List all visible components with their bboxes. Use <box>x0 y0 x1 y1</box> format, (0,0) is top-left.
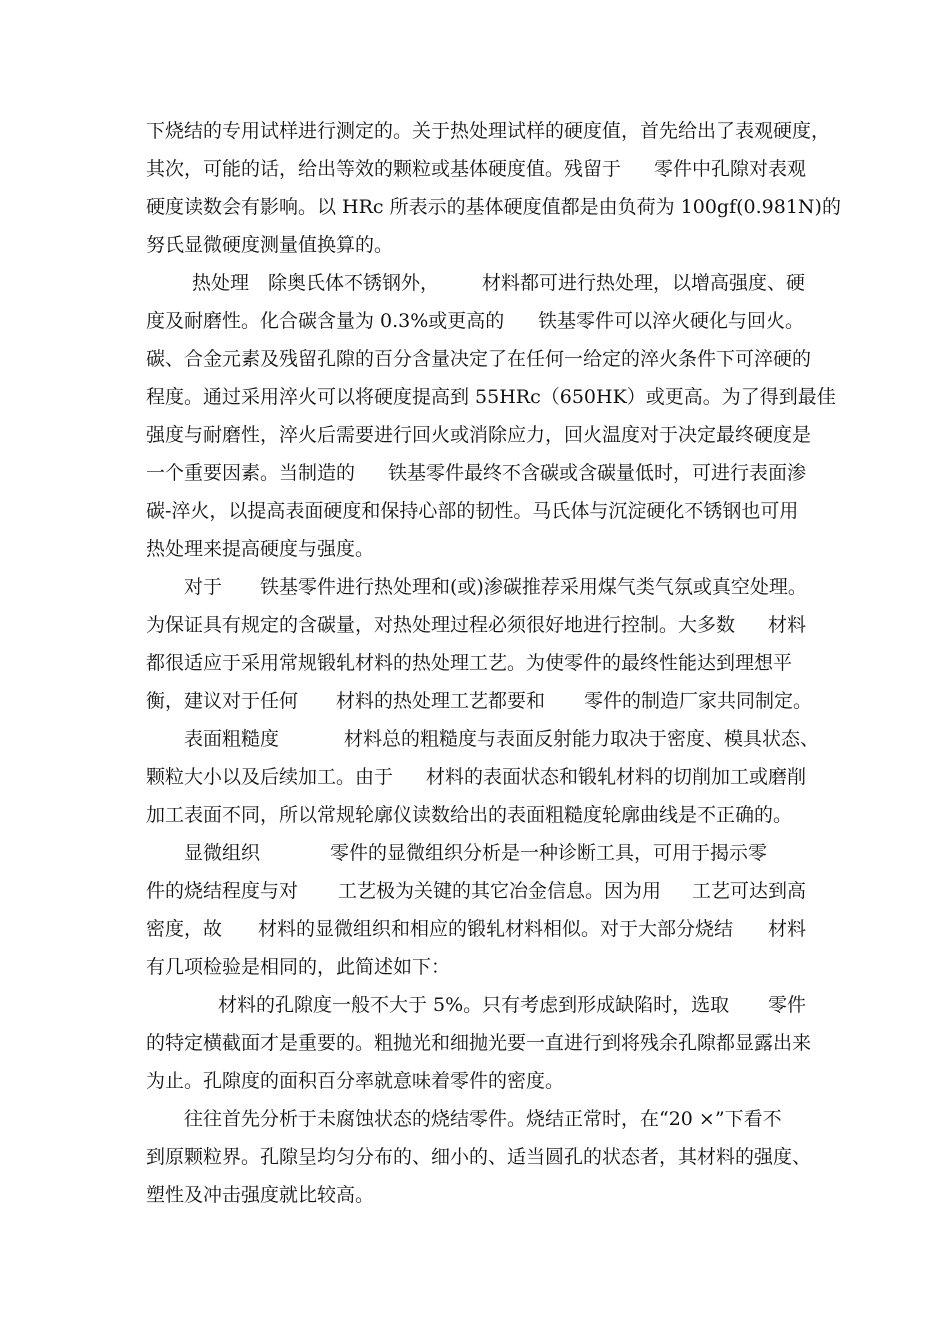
text-segment: 衡，建议对于任何 <box>146 690 299 712</box>
section-heading: 热处理 <box>192 272 250 294</box>
text-segment: 一个重要因素。当制造的 <box>146 462 356 484</box>
text-segment: 下烧结的专用试样进行测定的。关于热处理试样的硬度值，首先给出了表观硬度， <box>146 120 831 142</box>
text-line <box>0 1100 950 1138</box>
text-segment: 努氏显微硬度测量值换算的。 <box>146 234 394 256</box>
text-line <box>0 606 950 644</box>
text-segment: 对于 <box>184 576 223 598</box>
text-segment: 工艺可达到高 <box>692 880 807 902</box>
text-line <box>0 454 950 492</box>
text-segment: 零件 <box>768 994 807 1016</box>
text-segment: 除奥氏体不锈钢外， <box>268 272 440 294</box>
text-segment: 碳、合金元素及残留孔隙的百分含量决定了在任何一给定的淬火条件下可淬硬的 <box>146 348 812 370</box>
text-segment: 程度。通过采用淬火可以将硬度提高到 55HRc（650HK）或更高。为了得到最佳 <box>146 386 836 408</box>
text-segment: 材料的表面状态和锻轧材料的切削加工或磨削 <box>426 766 807 788</box>
text-line <box>0 758 950 796</box>
text-segment: 密度，故 <box>146 918 223 940</box>
text-line <box>0 530 950 568</box>
text-segment: 零件的显微组织分析是一种诊断工具，可用于揭示零 <box>330 842 768 864</box>
text-segment: 材料 <box>768 918 807 940</box>
text-segment: 件的烧结程度与对 <box>146 880 299 902</box>
text-line <box>0 872 950 910</box>
text-segment: 往往首先分析于未腐蚀状态的烧结零件。烧结正常时，在“20 ×”下看不 <box>184 1108 782 1130</box>
text-line <box>0 150 950 188</box>
text-line <box>0 492 950 530</box>
text-line <box>0 1024 950 1062</box>
text-segment: 的特定横截面才是重要的。粗抛光和细抛光要一直进行到将残余孔隙都显露出来 <box>146 1032 812 1054</box>
text-segment: 为保证具有规定的含碳量，对热处理过程必须很好地进行控制。大多数 <box>146 614 736 636</box>
text-segment: 塑性及冲击强度就比较高。 <box>146 1184 375 1206</box>
text-line <box>0 1138 950 1176</box>
text-line <box>0 188 950 226</box>
text-line <box>0 682 950 720</box>
text-line <box>0 720 950 758</box>
text-segment: 为止。孔隙度的面积百分率就意味着零件的密度。 <box>146 1070 565 1092</box>
text-line <box>0 568 950 606</box>
text-segment: 都很适应于采用常规锻轧材料的热处理工艺。为使零件的最终性能达到理想平 <box>146 652 793 674</box>
text-segment: 硬度读数会有影响。以 HRc 所表示的基体硬度值都是由负荷为 100gf(0.981N)的 <box>146 196 841 218</box>
text-segment: 材料 <box>768 614 807 636</box>
text-line <box>0 302 950 340</box>
text-segment: 铁基零件进行热处理和(或)渗碳推荐采用煤气类气氛或真空处理。 <box>260 576 807 598</box>
text-line <box>0 910 950 948</box>
text-segment: 度及耐磨性。化合碳含量为 0.3%或更高的 <box>146 310 505 332</box>
text-segment: 铁基零件最终不含碳或含碳量低时，可进行表面渗 <box>388 462 807 484</box>
text-segment: 加工表面不同，所以常规轮廓仪读数给出的表面粗糙度轮廓曲线是不正确的。 <box>146 804 793 826</box>
text-line <box>0 986 950 1024</box>
text-segment: 颗粒大小以及后续加工。由于 <box>146 766 394 788</box>
text-line <box>0 796 950 834</box>
text-segment: 碳-淬火，以提高表面硬度和保持心部的韧性。马氏体与沉淀硬化不锈钢也可用 <box>146 500 799 522</box>
text-segment: 材料都可进行热处理，以增高强度、硬 <box>482 272 806 294</box>
section-heading: 显微组织 <box>184 842 261 864</box>
text-segment: 工艺极为关键的其它冶金信息。因为用 <box>338 880 662 902</box>
text-line <box>0 416 950 454</box>
text-segment: 材料总的粗糙度与表面反射能力取决于密度、模具状态、 <box>344 728 820 750</box>
section-heading: 表面粗糙度 <box>184 728 280 750</box>
text-segment: 强度与耐磨性，淬火后需要进行回火或消除应力，回火温度对于决定最终硬度是 <box>146 424 812 446</box>
text-line <box>0 340 950 378</box>
text-segment: 到原颗粒界。孔隙呈均匀分布的、细小的、适当圆孔的状态者，其材料的强度、 <box>146 1146 812 1168</box>
text-line <box>0 112 950 150</box>
text-segment: 材料的孔隙度一般不大于 5%。只有考虑到形成缺陷时，选取 <box>218 994 730 1016</box>
text-line <box>0 834 950 872</box>
text-segment: 铁基零件可以淬火硬化与回火。 <box>538 310 805 332</box>
text-line <box>0 264 950 302</box>
text-segment: 有几项检验是相同的，此简述如下： <box>146 956 451 978</box>
text-segment: 材料的显微组织和相应的锻轧材料相似。对于大部分烧结 <box>258 918 734 940</box>
text-line <box>0 226 950 264</box>
text-line <box>0 1062 950 1100</box>
text-segment: 热处理来提高硬度与强度。 <box>146 538 375 560</box>
text-line <box>0 378 950 416</box>
text-segment: 零件中孔隙对表观 <box>654 158 807 180</box>
text-line <box>0 644 950 682</box>
text-line <box>0 1176 950 1214</box>
text-line <box>0 948 950 986</box>
text-segment: 零件的制造厂家共同制定。 <box>584 690 813 712</box>
text-segment: 材料的热处理工艺都要和 <box>336 690 546 712</box>
text-segment: 其次，可能的话，给出等效的颗粒或基体硬度值。残留于 <box>146 158 622 180</box>
